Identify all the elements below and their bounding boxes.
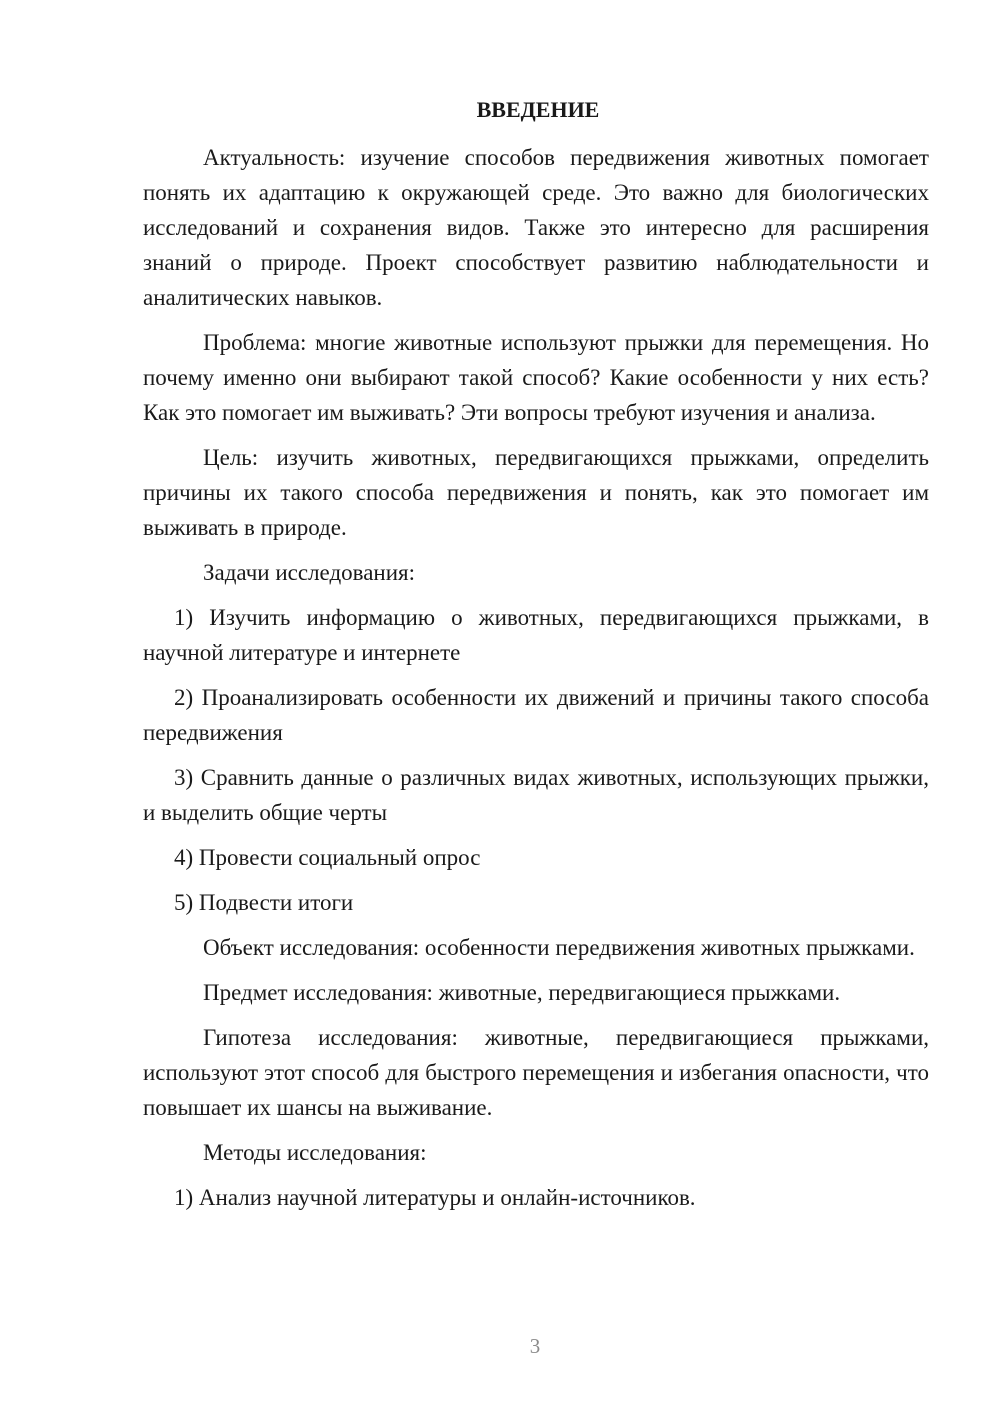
task-item: 3) Сравнить данные о различных видах животных, использующих прыжки, и выделить общие черты [143, 765, 929, 825]
section-title: ВВЕДЕНИЕ [476, 97, 600, 122]
hypothesis-paragraph: Гипотеза исследования: животные, передвигающиеся прыжками, используют этот способ для быстрого перемещения и избегания опасности, что повышает их шансы на выживание. [143, 1025, 929, 1120]
page-content [143, 92, 929, 1225]
relevance-paragraph: Актуальность: изучение способов передвижения животных помогает понять их адаптацию к окружающей среде. Это важно для биологических исследований и сохранения видов. Также это интересно для расширения знаний о природе. Проект способствует развитию наблюдательности и аналитических навыков. [143, 145, 929, 310]
methods-heading: Методы исследования: [203, 1140, 427, 1165]
method-item: 1) Анализ научной литературы и онлайн-источников. [174, 1185, 696, 1210]
subject-paragraph: Предмет исследования: животные, передвигающиеся прыжками. [203, 980, 841, 1005]
task-item: 1) Изучить информацию о животных, передвигающихся прыжками, в научной литературе и интернете [143, 605, 929, 665]
page-number: 3 [529, 1334, 541, 1358]
task-item: 2) Проанализировать особенности их движений и причины такого способа передвижения [143, 685, 929, 745]
goal-paragraph: Цель: изучить животных, передвигающихся прыжками, определить причины их такого способа передвижения и понять, как это помогает им выживать в природе. [143, 445, 929, 540]
task-item: 4) Провести социальный опрос [174, 845, 481, 870]
tasks-heading: Задачи исследования: [203, 560, 416, 585]
problem-paragraph: Проблема: многие животные используют прыжки для перемещения. Но почему именно они выбирают такой способ? Какие особенности у них есть? Как это помогает им выживать? Эти вопросы требуют изучения и анализа. [143, 330, 929, 425]
task-item: 5) Подвести итоги [174, 890, 354, 915]
object-paragraph: Объект исследования: особенности передвижения животных прыжками. [203, 935, 915, 960]
